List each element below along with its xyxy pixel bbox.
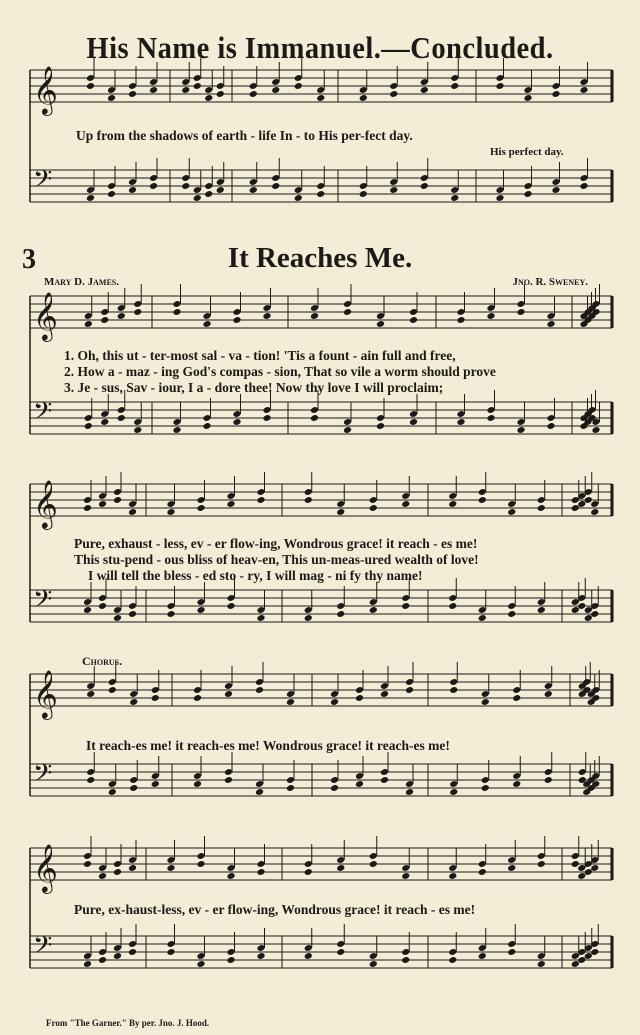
- note-head: [193, 780, 202, 788]
- note-head: [448, 602, 457, 610]
- note-head: [389, 186, 398, 194]
- note-head: [478, 868, 487, 876]
- note-head: [294, 194, 303, 202]
- note-head: [369, 504, 378, 512]
- note-head: [232, 316, 241, 324]
- note-head: [181, 86, 190, 94]
- note-head: [255, 686, 264, 694]
- note-head: [495, 194, 504, 202]
- note-head: [507, 864, 516, 872]
- note-head: [355, 780, 364, 788]
- note-head: [113, 614, 122, 622]
- note-head: [369, 606, 378, 614]
- note-head: [129, 698, 138, 706]
- note-head: [107, 190, 116, 198]
- note-head: [193, 194, 202, 202]
- note-head: [537, 504, 546, 512]
- note-head: [420, 86, 429, 94]
- bass-clef-icon: 𝄢: [33, 165, 53, 200]
- note-head: [202, 422, 211, 430]
- hymn-author: Mary D. James.: [44, 276, 119, 288]
- note-head: [448, 956, 457, 964]
- note-head: [172, 308, 181, 316]
- note-head: [355, 694, 364, 702]
- note-head: [108, 686, 117, 694]
- note-head: [255, 788, 264, 796]
- note-head: [196, 960, 205, 968]
- note-head: [98, 956, 107, 964]
- bass-clef-icon: 𝄢: [33, 585, 53, 620]
- note-head: [86, 776, 95, 784]
- source-credit: From "The Garner." By per. Jno. J. Hood.: [46, 1018, 210, 1028]
- note-head: [401, 500, 410, 508]
- note-head: [579, 86, 588, 94]
- note-head: [83, 960, 92, 968]
- note-head: [271, 182, 280, 190]
- note-head: [151, 694, 160, 702]
- note-head: [579, 182, 588, 190]
- note-head: [449, 788, 458, 796]
- note-head: [196, 504, 205, 512]
- note-head: [420, 182, 429, 190]
- note-head: [380, 690, 389, 698]
- treble-clef-icon: 𝄞: [33, 669, 58, 718]
- treble-clef-icon: 𝄞: [33, 479, 58, 528]
- note-head: [181, 182, 190, 190]
- note-head: [330, 784, 339, 792]
- note-head: [343, 308, 352, 316]
- treble-clef-icon: 𝄞: [33, 65, 58, 114]
- note-head: [537, 860, 546, 868]
- note-head: [84, 422, 93, 430]
- note-head: [262, 312, 271, 320]
- note-head: [551, 90, 560, 98]
- note-head: [516, 308, 525, 316]
- note-head: [516, 426, 525, 434]
- note-head: [512, 780, 521, 788]
- note-head: [202, 320, 211, 328]
- note-head: [224, 690, 233, 698]
- note-head: [486, 312, 495, 320]
- note-head: [100, 316, 109, 324]
- note-head: [481, 784, 490, 792]
- note-head: [151, 780, 160, 788]
- hymn-title: It Reaches Me.: [227, 242, 413, 274]
- note-head: [249, 186, 258, 194]
- note-head: [98, 872, 107, 880]
- note-head: [456, 316, 465, 324]
- note-head: [133, 426, 142, 434]
- hymn-number: 3: [22, 244, 36, 275]
- note-head: [571, 860, 580, 868]
- note-head: [129, 784, 138, 792]
- note-head: [478, 614, 487, 622]
- note-head: [546, 320, 555, 328]
- note-head: [286, 784, 295, 792]
- note-head: [409, 418, 418, 426]
- bass-clef-icon: 𝄢: [33, 759, 53, 794]
- page-title: His Name is Immanuel.—Concluded.: [86, 30, 554, 65]
- note-head: [537, 606, 546, 614]
- note-head: [224, 776, 233, 784]
- note-head: [481, 698, 490, 706]
- note-head: [196, 860, 205, 868]
- note-head: [401, 956, 410, 964]
- note-head: [216, 90, 225, 98]
- verse-3-line-2: I will tell the bless - ed sto - ry, I will mag - ni fy thy name!: [88, 568, 423, 583]
- note-head: [376, 320, 385, 328]
- note-head: [336, 864, 345, 872]
- note-head: [495, 82, 504, 90]
- chorus-label: Chorus.: [82, 654, 123, 668]
- note-head: [113, 496, 122, 504]
- note-head: [448, 500, 457, 508]
- note-head: [359, 94, 368, 102]
- concluded-lyric-line: Up from the shadows of earth - life In - to His per-fect day.: [76, 128, 413, 143]
- note-head: [226, 956, 235, 964]
- note-head: [108, 788, 117, 796]
- note-head: [304, 952, 313, 960]
- note-head: [83, 606, 92, 614]
- chorus-line-1: It reach-es me! it reach-es me! Wondrous grace! it reach-es me!: [86, 738, 450, 753]
- note-head: [232, 418, 241, 426]
- note-head: [166, 864, 175, 872]
- note-head: [83, 504, 92, 512]
- note-head: [294, 82, 303, 90]
- note-head: [83, 860, 92, 868]
- note-head: [128, 186, 137, 194]
- note-head: [507, 948, 516, 956]
- note-head: [507, 610, 516, 618]
- concluded-echo-line: His perfect day.: [490, 146, 564, 158]
- note-head: [166, 948, 175, 956]
- note-head: [359, 190, 368, 198]
- note-head: [86, 194, 95, 202]
- note-head: [193, 694, 202, 702]
- note-head: [591, 426, 600, 434]
- chorus-line-2: Pure, ex-haust-less, ev - er flow-ing, Wondrous grace! it reach - es me!: [74, 902, 476, 917]
- note-head: [226, 602, 235, 610]
- verse-1-line-2: Pure, exhaust - less, ev - er flow-ing, Wondrous grace! it reach - es me!: [74, 536, 478, 551]
- note-head: [193, 82, 202, 90]
- note-head: [316, 190, 325, 198]
- note-head: [256, 496, 265, 504]
- note-head: [376, 422, 385, 430]
- note-head: [316, 94, 325, 102]
- note-head: [216, 186, 225, 194]
- note-head: [304, 868, 313, 876]
- note-head: [523, 190, 532, 198]
- note-head: [369, 960, 378, 968]
- note-head: [262, 414, 271, 422]
- verse-2-line-1: 2. How a - maz - ing God's compas - sion, That so vile a worm should prove: [64, 364, 496, 379]
- note-head: [249, 90, 258, 98]
- note-head: [405, 686, 414, 694]
- note-head: [149, 86, 158, 94]
- note-head: [478, 496, 487, 504]
- note-head: [117, 414, 126, 422]
- note-head: [86, 690, 95, 698]
- note-head: [84, 320, 93, 328]
- treble-clef-icon: 𝄞: [33, 291, 58, 340]
- note-head: [204, 190, 213, 198]
- note-head: [271, 86, 280, 94]
- bass-clef-icon: 𝄢: [33, 397, 53, 432]
- note-head: [128, 864, 137, 872]
- note-head: [196, 606, 205, 614]
- note-head: [544, 776, 553, 784]
- note-head: [544, 690, 553, 698]
- hymn-composer: Jno. R. Sweney.: [512, 276, 588, 288]
- note-head: [486, 414, 495, 422]
- note-head: [310, 414, 319, 422]
- note-head: [449, 686, 458, 694]
- note-head: [507, 508, 516, 516]
- note-head: [448, 872, 457, 880]
- note-head: [336, 508, 345, 516]
- note-head: [149, 182, 158, 190]
- note-head: [226, 500, 235, 508]
- note-head: [128, 90, 137, 98]
- note-head: [380, 776, 389, 784]
- note-head: [450, 194, 459, 202]
- note-head: [100, 418, 109, 426]
- note-head: [330, 698, 339, 706]
- verse-3-line-1: 3. Je - sus, Sav - iour, I a - dore thee! Now thy love I will proclaim;: [64, 380, 444, 395]
- note-head: [133, 308, 142, 316]
- note-head: [405, 788, 414, 796]
- note-head: [456, 418, 465, 426]
- note-head: [128, 948, 137, 956]
- note-head: [537, 960, 546, 968]
- bass-clef-icon: 𝄢: [33, 931, 53, 966]
- note-head: [336, 610, 345, 618]
- note-head: [117, 312, 126, 320]
- note-head: [590, 508, 599, 516]
- note-head: [409, 316, 418, 324]
- note-head: [304, 496, 313, 504]
- note-head: [86, 82, 95, 90]
- note-head: [256, 952, 265, 960]
- note-head: [128, 508, 137, 516]
- note-head: [226, 872, 235, 880]
- note-head: [310, 312, 319, 320]
- note-head: [166, 508, 175, 516]
- verse-2-line-2: This stu-pend - ous bliss of heav-en, This un-meas-ured wealth of love!: [74, 552, 479, 567]
- note-head: [113, 952, 122, 960]
- note-head: [512, 694, 521, 702]
- note-head: [546, 422, 555, 430]
- treble-clef-icon: 𝄞: [33, 843, 58, 892]
- verse-1-line-1: 1. Oh, this ut - ter-most sal - va - tion! 'Tis a fount - ain full and free,: [64, 348, 456, 363]
- note-head: [172, 426, 181, 434]
- note-head: [128, 610, 137, 618]
- note-head: [551, 186, 560, 194]
- note-head: [113, 868, 122, 876]
- note-head: [389, 90, 398, 98]
- note-head: [286, 698, 295, 706]
- note-head: [304, 614, 313, 622]
- note-head: [107, 94, 116, 102]
- note-head: [204, 94, 213, 102]
- note-head: [478, 952, 487, 960]
- note-head: [343, 426, 352, 434]
- note-head: [256, 614, 265, 622]
- note-head: [401, 602, 410, 610]
- note-head: [166, 610, 175, 618]
- note-head: [336, 948, 345, 956]
- note-head: [256, 868, 265, 876]
- note-head: [450, 82, 459, 90]
- note-head: [98, 500, 107, 508]
- note-head: [401, 872, 410, 880]
- note-head: [523, 94, 532, 102]
- note-head: [369, 860, 378, 868]
- note-head: [98, 602, 107, 610]
